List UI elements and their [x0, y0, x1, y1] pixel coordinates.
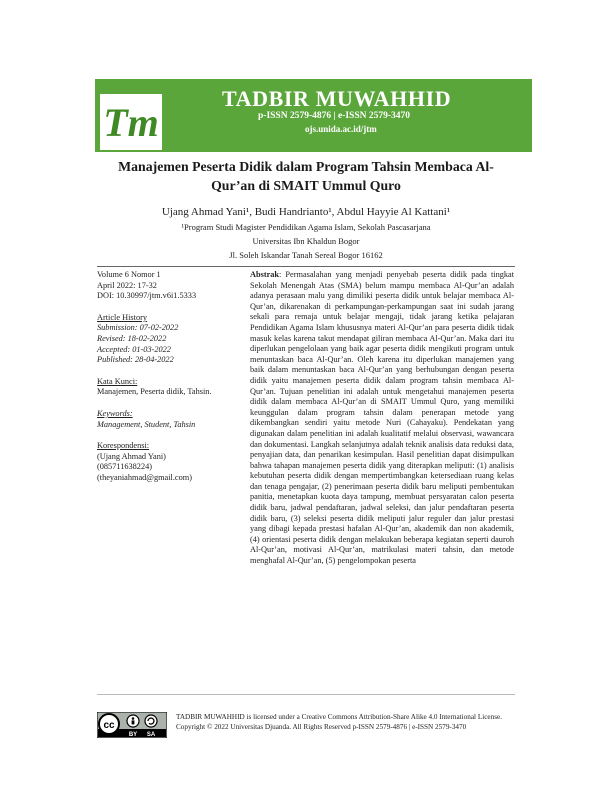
footer-divider — [97, 694, 515, 695]
published-date: Published: 28-04-2022 — [97, 355, 174, 365]
kata-kunci-values: Manajemen, Peserta didik, Tahsin. — [97, 387, 212, 397]
cc-by-sa-icon — [97, 712, 167, 738]
doi[interactable]: DOI: 10.30997/jtm.v6i1.5333 — [97, 291, 197, 301]
accepted-date: Accepted: 01-03-2022 — [97, 344, 171, 354]
keywords-label: Keywords: — [97, 408, 133, 418]
abstract-block — [250, 270, 514, 567]
article-history-label: Article History — [97, 312, 148, 322]
affiliation-line-1: ¹Program Studi Magister Pendidikan Agama Islam, Sekolah Pascasarjana — [181, 222, 431, 232]
kata-kunci-label: Kata Kunci: — [97, 376, 138, 386]
affiliation-line-3: Jl. Soleh Iskandar Tanah Sereal Bogor 16162 — [229, 250, 383, 260]
logo-lettering: Tm — [103, 100, 159, 145]
journal-website[interactable]: ojs.unida.ac.id/jtm — [305, 124, 377, 134]
paper-authors: Ujang Ahmad Yani¹, Budi Handrianto¹, Abdul Hayyie Al Kattani¹ — [161, 206, 451, 218]
affiliation-line-2: Universitas Ibn Khaldun Bogor — [252, 236, 360, 246]
license-text: TADBIR MUWAHHID is licensed under a Creative Commons Attribution-Share Alike 4.0 International License. Copyright © 2022 Universitas Djuanda. All Rights Reserved p-ISSN 2579-4876 | e-ISSN 2579-3470 — [176, 713, 502, 731]
header-divider — [97, 266, 515, 267]
keywords-values: Management, Student, Tahsin — [97, 419, 196, 429]
correspondence-label: Korespondensi: — [97, 441, 150, 451]
article-meta-column — [97, 270, 247, 484]
date-pages: April 2022: 17-32 — [97, 280, 157, 290]
cc-sa-label: SA — [146, 732, 156, 738]
paper-title: Manajemen Peserta Didik dalam Program Tahsin Membaca Al-Qur’an di SMAIT Ummul Quro — [118, 159, 494, 193]
correspondence-phone: (085711638224) — [97, 462, 152, 472]
abstract-text: : Permasalahan yang menjadi penyebab peserta didik pada tingkat Sekolah Menengah Atas (SMA) belum mampu membaca Al-Qur’an adalah adanya perasaan malu yang dimiliki peserta didik untuk belajar membaca Al-Qur’an, dikarenakan di perkampungan-perkampungan saat ini sudah jarang sekali para remaja untuk belajar mengaji, tidak jarang ketika pelajaran Pendidikan Agama Islam khususnya materi Al-Qur’an para peserta didik tidak masuk kelas karena takut mendapat giliran membaca Al-Qur’an. Maka dari itu diperlukan pengelolaan yang baik agar peserta didik mengikuti program untuk menuntaskan baca Al-Qur’an. Oleh karena itu diperlukan manajemen yang baik dalam menuntaskan baca Al-Qur’an yang berhubungan dengan peserta didik yaitu manajemen peserta didik dalam program tahsin membaca Al-Qur’an. Tujuan penelitian ini adalah untuk mengetahui manajemen peserta didik dalam membaca Al-Qur’an di SMAIT Ummul Quro, yang memiliki keunggulan dalam program tahsin dalam penerapan metode yang dikembangkan sendiri yaitu metode Nuri (Cahayaku). Pendekatan yang digunakan dalam penelitian ini adalah kualitatif melalui observasi, wawancara dan dokumentasi. Langkah selanjutnya adalah teknik analisis data reduksi data, penyajian data, dan penarikan kesimpulan. Hasil penelitian dapat disimpulkan bahwa tahapan manajemen peserta didik yang diterapkan meliputi: (1) analisis kebutuhan peserta didik dengan mempertimbangkan ketersediaan ruang kelas dan tenaga pengajar, (2) penerimaan peserta didik baru meliputi pembentukan panitia, menetapkan kuota daya tampung, membuat persyaratan calon peserta didik baru, jadwal pendaftaran, jadwal seleksi, dan jalur pendaftaran peserta didik baru, (3) seleksi peserta didik meliputi jalur reguler dan jalur prestasi yang dibagi kepada prestasi hafalan Al-Qur’an, akademik dan non akademik, (4) orientasi peserta didik dengan melakukan beberapa kegiatan seperti dauroh Al-Qur’an, motivasi Al-Qur’an, matrikulasi materi tahsin, dan metode menghafal Al-Qur’an, (5) pengelompokan peserta — [250, 270, 514, 566]
correspondence-name: (Ujang Ahmad Yani) — [97, 451, 166, 461]
correspondence-email[interactable]: (theyaniahmad@gmail.com) — [97, 472, 192, 482]
journal-name: TADBIR MUWAHHID — [222, 86, 452, 111]
svg-text:cc: cc — [103, 720, 115, 731]
cc-license-badge[interactable] — [97, 712, 167, 738]
submission-date: Submission: 07-02-2022 — [97, 323, 179, 333]
journal-logo — [100, 94, 162, 150]
revised-date: Revised: 18-02-2022 — [97, 333, 167, 343]
abstract-label: Abstrak — [250, 270, 280, 279]
cc-by-label: BY — [128, 732, 138, 738]
journal-issn: p-ISSN 2579-4876 | e-ISSN 2579-3470 — [258, 111, 410, 121]
volume-info: Volume 6 Nomor 1 — [97, 270, 161, 279]
tm-logo-icon — [100, 94, 162, 150]
